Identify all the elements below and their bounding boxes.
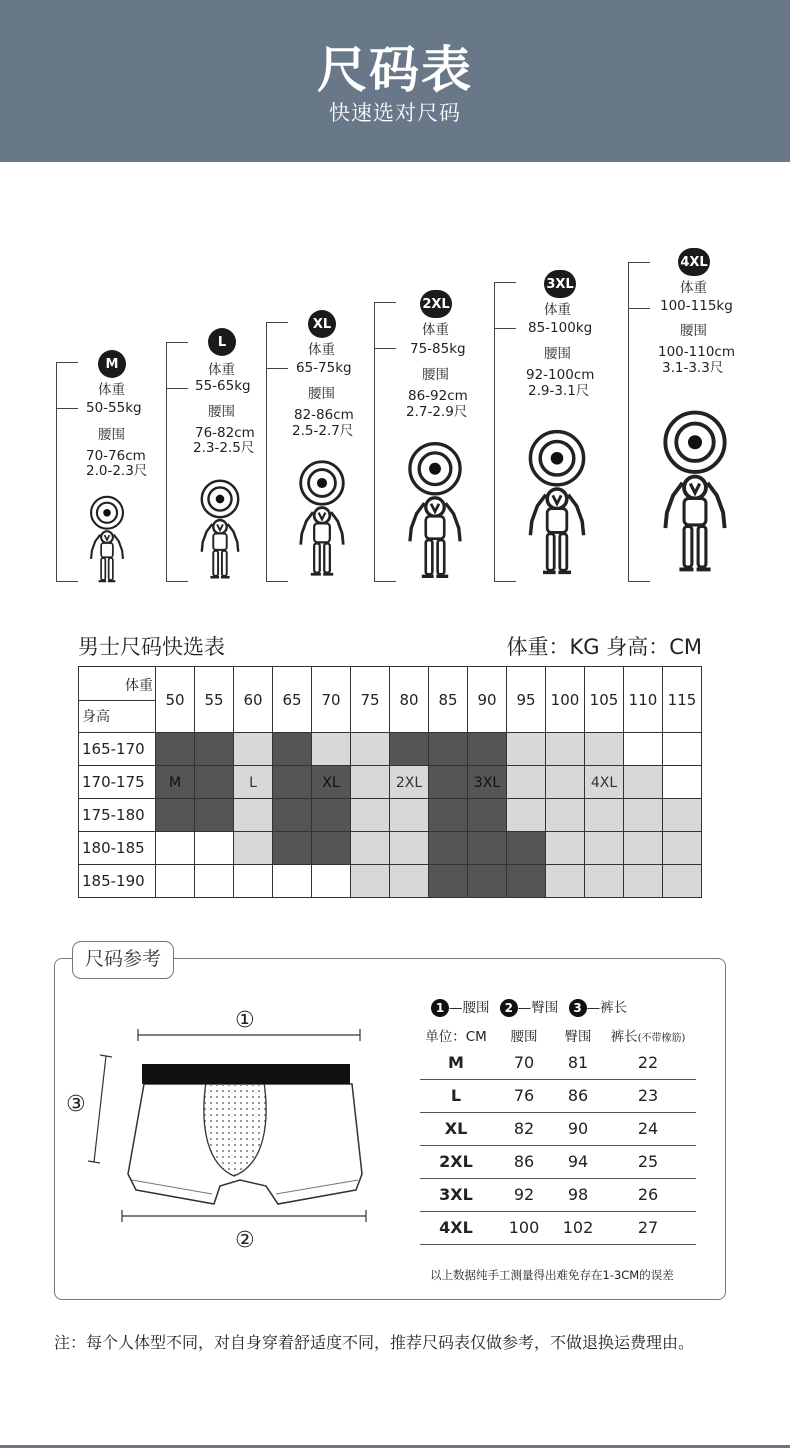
size-cell xyxy=(234,733,273,766)
header-banner xyxy=(0,0,790,162)
page-title: 尺码表 xyxy=(317,41,473,99)
size-figure-m xyxy=(56,356,166,582)
bracket-tick xyxy=(166,388,188,389)
waist-cell: 76 xyxy=(492,1079,556,1112)
hip-cell: 94 xyxy=(556,1145,600,1178)
waist-marker-1: ① xyxy=(235,1008,255,1033)
waist-chi: 2.9-3.1尺 xyxy=(528,383,590,399)
legend-item-waist xyxy=(431,996,490,1017)
robot-figure-icon xyxy=(656,402,734,580)
weight-range: 50-55kg xyxy=(86,400,142,416)
hip-cell: 81 xyxy=(556,1046,600,1079)
hip-marker-2: ② xyxy=(235,1228,255,1253)
waist-chi: 2.7-2.9尺 xyxy=(406,404,468,420)
waist-label: 腰围 xyxy=(680,323,707,339)
size-cell xyxy=(507,832,546,865)
size-figure-l xyxy=(166,334,266,582)
table-row xyxy=(420,1046,696,1079)
size-badge: L xyxy=(208,328,236,356)
robot-figure-icon xyxy=(522,424,592,580)
size-measurement-table xyxy=(420,1024,696,1245)
length-header-label: 裤长 xyxy=(610,1029,638,1045)
bracket-tick xyxy=(628,308,650,309)
size-cell xyxy=(312,733,351,766)
legend-number: 2 xyxy=(500,999,518,1017)
table-row xyxy=(420,1178,696,1211)
corner-weight-label: 体重 xyxy=(125,678,153,694)
size-badge: XL xyxy=(308,310,336,338)
size-cell xyxy=(429,766,468,799)
weight-col-header: 90 xyxy=(468,667,507,733)
weight-col-header: 100 xyxy=(546,667,585,733)
height-row-label: 185-190 xyxy=(79,865,156,898)
size-cell xyxy=(312,865,351,898)
weight-range: 65-75kg xyxy=(296,360,352,376)
size-cell xyxy=(390,733,429,766)
height-row-label: 165-170 xyxy=(79,733,156,766)
size-cell xyxy=(585,766,624,799)
size-cell xyxy=(234,832,273,865)
length-cell: 26 xyxy=(600,1178,696,1211)
size-cell xyxy=(624,832,663,865)
size-cell xyxy=(156,733,195,766)
height-row xyxy=(79,865,702,898)
size-cell xyxy=(390,799,429,832)
size-cell xyxy=(390,832,429,865)
size-cell xyxy=(273,766,312,799)
size-cell xyxy=(429,799,468,832)
weight-col-header: 60 xyxy=(234,667,273,733)
length-cell: 27 xyxy=(600,1211,696,1244)
weight-range: 100-115kg xyxy=(660,298,733,314)
quick-select-units: 体重：KG 身高：CM xyxy=(506,635,702,659)
weight-label: 体重 xyxy=(422,322,449,338)
size-cell: M xyxy=(420,1046,492,1079)
bracket-line xyxy=(166,342,188,582)
size-cell xyxy=(468,865,507,898)
height-row xyxy=(79,832,702,865)
length-header-note: (不带橡筋) xyxy=(637,1033,686,1044)
size-cell xyxy=(663,733,702,766)
corner-divider xyxy=(79,700,155,701)
size-cell-label: 3XL xyxy=(473,775,501,791)
measurement-error-note: 以上数据纯手工测量得出难免存在1-3CM的误差 xyxy=(430,1268,674,1282)
size-cell: 4XL xyxy=(420,1211,492,1244)
table-row xyxy=(420,1112,696,1145)
waist-chi: 2.0-2.3尺 xyxy=(86,463,148,479)
size-cell xyxy=(546,733,585,766)
size-figure-3xl xyxy=(494,276,628,582)
weight-col-header: 115 xyxy=(663,667,702,733)
size-figure-2xl xyxy=(374,296,494,582)
legend-label: —腰围 xyxy=(449,1000,490,1016)
size-cell xyxy=(546,766,585,799)
size-cell xyxy=(351,799,390,832)
size-cell xyxy=(234,766,273,799)
weight-col-header: 70 xyxy=(312,667,351,733)
weight-header-row xyxy=(79,667,702,733)
size-cell xyxy=(468,766,507,799)
legend-label: —裤长 xyxy=(586,1000,628,1016)
size-cell xyxy=(390,865,429,898)
size-cell xyxy=(234,865,273,898)
size-cell: 2XL xyxy=(420,1145,492,1178)
bracket-line xyxy=(374,302,396,582)
waist-label: 腰围 xyxy=(98,427,125,443)
size-cell xyxy=(273,832,312,865)
waist-chi: 3.1-3.3尺 xyxy=(662,360,724,376)
size-cell xyxy=(585,865,624,898)
size-table-header xyxy=(420,1024,696,1046)
bracket-line xyxy=(628,262,650,582)
bracket-tick xyxy=(374,348,396,349)
length-marker-3: ③ xyxy=(66,1092,86,1117)
height-row xyxy=(79,799,702,832)
size-cell xyxy=(663,766,702,799)
size-cell xyxy=(195,733,234,766)
height-row xyxy=(79,733,702,766)
size-cell xyxy=(468,832,507,865)
size-cell xyxy=(234,799,273,832)
size-cell xyxy=(429,733,468,766)
waist-header: 腰围 xyxy=(510,1029,538,1045)
weight-col-header: 50 xyxy=(156,667,195,733)
weight-label: 体重 xyxy=(680,280,707,296)
waist-cell: 86 xyxy=(492,1145,556,1178)
table-row xyxy=(420,1211,696,1244)
size-cell xyxy=(156,766,195,799)
size-cell xyxy=(312,766,351,799)
weight-col-header: 65 xyxy=(273,667,312,733)
size-cell xyxy=(351,766,390,799)
bracket-tick xyxy=(56,408,78,409)
weight-label: 体重 xyxy=(544,302,571,318)
height-row-label: 175-180 xyxy=(79,799,156,832)
weight-label: 体重 xyxy=(208,362,235,378)
length-cell: 22 xyxy=(600,1046,696,1079)
size-cell xyxy=(468,733,507,766)
waist-cm: 100-110cm xyxy=(658,344,735,360)
robot-figure-icon xyxy=(86,496,128,582)
waist-cm: 92-100cm xyxy=(526,367,595,383)
size-cell xyxy=(663,865,702,898)
size-figure-4xl xyxy=(628,254,768,582)
weight-label: 体重 xyxy=(98,382,125,398)
size-cell xyxy=(546,832,585,865)
size-cell xyxy=(507,733,546,766)
size-cell: L xyxy=(420,1079,492,1112)
weight-col-header: 110 xyxy=(624,667,663,733)
size-cell xyxy=(663,832,702,865)
waist-cell: 82 xyxy=(492,1112,556,1145)
waist-cm: 70-76cm xyxy=(86,448,146,464)
size-cell xyxy=(429,865,468,898)
size-cell: XL xyxy=(420,1112,492,1145)
size-badge: 4XL xyxy=(678,248,710,276)
hip-cell: 98 xyxy=(556,1178,600,1211)
waist-cm: 82-86cm xyxy=(294,407,354,423)
size-cell xyxy=(351,832,390,865)
boxer-brief-diagram xyxy=(64,1004,384,1254)
table-corner xyxy=(79,667,156,733)
size-cell xyxy=(273,799,312,832)
hip-cell: 86 xyxy=(556,1079,600,1112)
size-cell xyxy=(195,865,234,898)
weight-col-header: 105 xyxy=(585,667,624,733)
table-row xyxy=(420,1079,696,1112)
size-figure-xl xyxy=(266,316,374,582)
length-cell: 24 xyxy=(600,1112,696,1145)
bracket-tick xyxy=(494,328,516,329)
size-cell xyxy=(624,766,663,799)
unit-header: 单位：CM xyxy=(425,1029,487,1045)
size-cell-label: 4XL xyxy=(590,775,618,791)
corner-height-label: 身高 xyxy=(82,709,110,725)
size-cell xyxy=(195,799,234,832)
weight-col-header: 95 xyxy=(507,667,546,733)
size-cell xyxy=(195,766,234,799)
robot-figure-icon xyxy=(294,456,350,580)
size-cell xyxy=(468,799,507,832)
waist-chi: 2.5-2.7尺 xyxy=(292,423,354,439)
size-cell xyxy=(585,733,624,766)
waist-label: 腰围 xyxy=(422,367,449,383)
size-badge: 2XL xyxy=(420,290,452,318)
waist-cm: 76-82cm xyxy=(195,425,255,441)
waist-label: 腰围 xyxy=(544,346,571,362)
hip-header: 臀围 xyxy=(564,1029,592,1045)
size-cell xyxy=(546,865,585,898)
measurement-legend xyxy=(431,996,633,1017)
size-cell xyxy=(585,832,624,865)
size-cell xyxy=(507,865,546,898)
size-cell xyxy=(585,799,624,832)
weight-range: 85-100kg xyxy=(528,320,593,336)
size-cell xyxy=(624,865,663,898)
size-cell xyxy=(507,799,546,832)
size-cell xyxy=(390,766,429,799)
size-cell xyxy=(546,799,585,832)
waist-chi: 2.3-2.5尺 xyxy=(193,440,255,456)
waist-label: 腰围 xyxy=(308,386,335,402)
size-cell-label: 2XL xyxy=(395,775,423,791)
bracket-line xyxy=(56,362,78,582)
bracket-line xyxy=(266,322,288,582)
table-row xyxy=(420,1145,696,1178)
legend-number: 3 xyxy=(569,999,587,1017)
size-cell xyxy=(156,865,195,898)
size-cell xyxy=(195,832,234,865)
length-cell: 23 xyxy=(600,1079,696,1112)
size-cell xyxy=(663,799,702,832)
size-cell xyxy=(312,832,351,865)
robot-figure-icon xyxy=(196,476,244,582)
height-row-label: 180-185 xyxy=(79,832,156,865)
size-badge: M xyxy=(98,350,126,378)
bracket-line xyxy=(494,282,516,582)
page-subtitle: 快速选对尺码 xyxy=(329,101,461,125)
size-reference-tab: 尺码参考 xyxy=(72,941,174,979)
size-cell xyxy=(624,733,663,766)
legend-item-length xyxy=(569,996,628,1017)
legend-item-hip xyxy=(500,996,559,1017)
length-header xyxy=(600,1024,696,1046)
size-cell xyxy=(156,799,195,832)
size-cell xyxy=(351,865,390,898)
quick-select-title: 男士尺码快选表 xyxy=(78,635,225,659)
bracket-tick xyxy=(266,368,288,369)
robot-figure-icon xyxy=(402,440,468,580)
hip-cell: 90 xyxy=(556,1112,600,1145)
length-cell: 25 xyxy=(600,1145,696,1178)
weight-col-header: 85 xyxy=(429,667,468,733)
size-cell-label: XL xyxy=(322,775,340,791)
weight-range: 55-65kg xyxy=(195,378,251,394)
size-cell-label: L xyxy=(249,775,257,791)
size-cell-label: M xyxy=(168,775,182,791)
size-cell xyxy=(351,733,390,766)
size-cell: 3XL xyxy=(420,1178,492,1211)
quick-select-table xyxy=(78,666,702,898)
size-cell xyxy=(273,733,312,766)
waist-label: 腰围 xyxy=(208,404,235,420)
legend-label: —臀围 xyxy=(517,1000,559,1016)
weight-col-header: 80 xyxy=(390,667,429,733)
weight-label: 体重 xyxy=(308,342,335,358)
weight-col-header: 75 xyxy=(351,667,390,733)
size-badge: 3XL xyxy=(544,270,576,298)
legend-number: 1 xyxy=(431,999,449,1017)
size-cell xyxy=(312,799,351,832)
size-cell xyxy=(156,832,195,865)
height-row xyxy=(79,766,702,799)
disclaimer-note: 注：每个人体型不同，对自身穿着舒适度不同，推荐尺码表仅做参考，不做退换运费理由。 xyxy=(54,1333,695,1352)
size-cell xyxy=(273,865,312,898)
size-cell xyxy=(624,799,663,832)
waist-cell: 100 xyxy=(492,1211,556,1244)
waist-cell: 92 xyxy=(492,1178,556,1211)
waist-cm: 86-92cm xyxy=(408,388,468,404)
size-cell xyxy=(429,832,468,865)
weight-col-header: 55 xyxy=(195,667,234,733)
waist-cell: 70 xyxy=(492,1046,556,1079)
weight-range: 75-85kg xyxy=(410,341,466,357)
height-row-label: 170-175 xyxy=(79,766,156,799)
size-cell xyxy=(507,766,546,799)
hip-cell: 102 xyxy=(556,1211,600,1244)
